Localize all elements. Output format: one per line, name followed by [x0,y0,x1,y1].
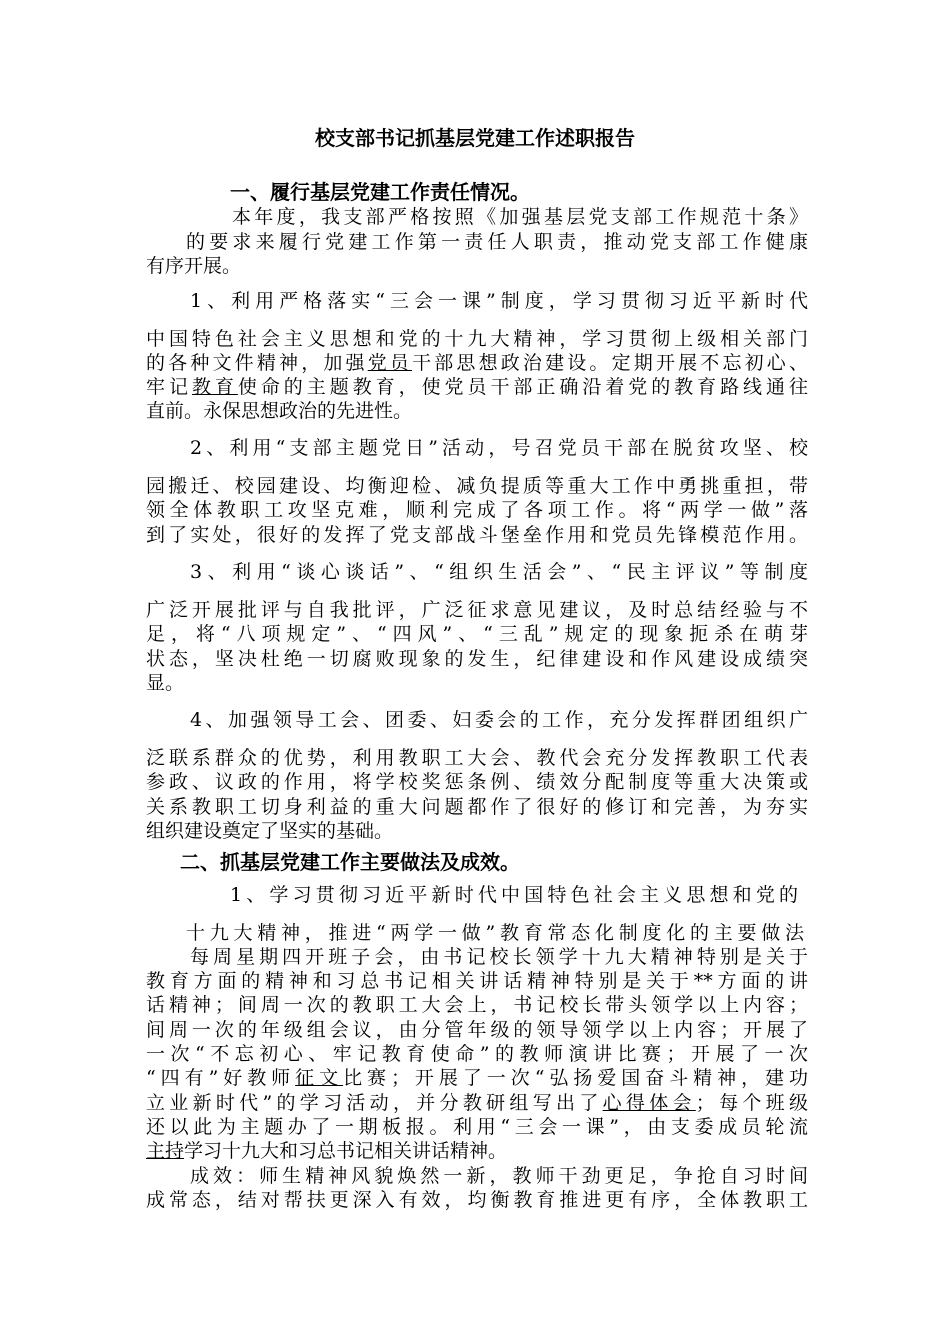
item-1-line: 的各种文件精神，加强党员干部思想政治建设。定期开展不忘初心、 [146,352,808,374]
item-2-line: 到了实处，很好的发挥了党支部战斗堡垒作用和党员先锋模范作用。 [146,524,808,546]
intro-line: 的要求来履行党建工作第一责任人职责，推动党支部工作健康 [186,231,808,253]
underlined-term: 教育 [191,376,238,398]
item-3-line: 状态，坚决杜绝一切腐败现象的发生，纪律建设和作风建设成绩突 [146,648,808,670]
intro-line: 本年度，我支部严格按照《加强基层党支部工作规范十条》 [232,206,808,228]
practice-line: 话精神；间周一次的教职工大会上，书记校长带头领学以上内容； [146,994,808,1016]
item-4-line: 组织建设奠定了坚实的基础。 [146,820,394,842]
underlined-term: 主持 [146,1140,185,1162]
item-4-line: 4、加强领导工会、团委、妇委会的工作，充分发挥群团组织广 [190,709,808,731]
item-2-line: 领全体教职工攻坚克难，顺利完成了各项工作。将“两学一做”落 [146,499,808,521]
document-title: 校支部书记抓基层党建工作述职报告 [315,126,635,150]
result-line: 成效：师生精神风貌焕然一新，教师干劲更足，争抢自习时间 [190,1165,808,1187]
item-4-line: 参政、议政的作用，将学校奖惩条例、绩效分配制度等重大决策或 [146,771,808,793]
result-line: 成常态，结对帮扶更深入有效，均衡教育推进更有序，全体教职工 [146,1189,808,1211]
practice-line: “四有”好教师征文比赛；开展了一次“弘扬爱国奋斗精神，建功 [146,1067,808,1089]
section-1-heading: 一、履行基层党建工作责任情况。 [230,180,530,204]
section-2-heading: 二、抓基层党建工作主要做法及成效。 [180,850,520,874]
item-2-line: 园搬迁、校园建设、均衡迎检、减负提质等重大工作中勇挑重担，带 [146,475,808,497]
subheading-line: 十九大精神，推进“两学一做”教育常态化制度化的主要做法 [186,922,804,944]
item-3-line: 足，将“八项规定”、“四风”、“三乱”规定的现象扼杀在萌芽 [146,623,808,645]
underlined-term: 党员 [367,352,413,374]
practice-line: 一次“不忘初心、牢记教育使命”的教师演讲比赛；开展了一次 [146,1043,808,1065]
underlined-term: 心得体会 [602,1092,696,1114]
practice-line: 每周星期四开班子会，由书记校长领学十九大精神特别是关于 [190,946,808,968]
item-4-line: 泛联系群众的优势，利用教职工大会、教代会充分发挥教职工代表 [146,747,808,769]
practice-line: 教育方面的精神和习总书记相关讲话精神特别是关于**方面的讲 [146,970,808,992]
subheading-line: 1、学习贯彻习近平新时代中国特色社会主义思想和党的 [230,884,798,906]
item-2-line: 2、利用“支部主题党日”活动，号召党员干部在脱贫攻坚、校 [190,437,808,459]
practice-line: 还以此为主题办了一期板报。利用“三会一课”，由支委成员轮流 [146,1116,808,1138]
practice-line: 间周一次的年级组会议，由分管年级的领导领学以上内容；开展了 [146,1019,808,1041]
item-4-line: 关系教职工切身利益的重大问题都作了很好的修订和完善，为夯实 [146,796,808,818]
item-1-line: 中国特色社会主义思想和党的十九大精神，学习贯彻上级相关部门 [146,328,808,350]
practice-line: 立业新时代”的学习活动，并分教研组写出了心得体会；每个班级 [146,1092,808,1114]
item-1-line: 直前。永保思想政治的先进性。 [146,400,413,422]
item-1-line: 1、利用严格落实“三会一课”制度，学习贯彻习近平新时代 [190,290,808,312]
item-3-line: 广泛开展批评与自我批评，广泛征求意见建议，及时总结经验与不 [146,599,808,621]
item-3-line: 显。 [146,672,185,694]
practice-line: 主持学习十九大和习总书记相关讲话精神。 [146,1140,508,1162]
item-1-line: 牢记教育使命的主题教育，使党员干部正确沿着党的教育路线通往 [146,376,808,398]
intro-line: 有序开展。 [146,255,242,277]
underlined-term: 征文 [295,1067,344,1089]
item-3-line: 3、利用“谈心谈话”、“组织生活会”、“民主评议”等制度 [190,561,808,583]
